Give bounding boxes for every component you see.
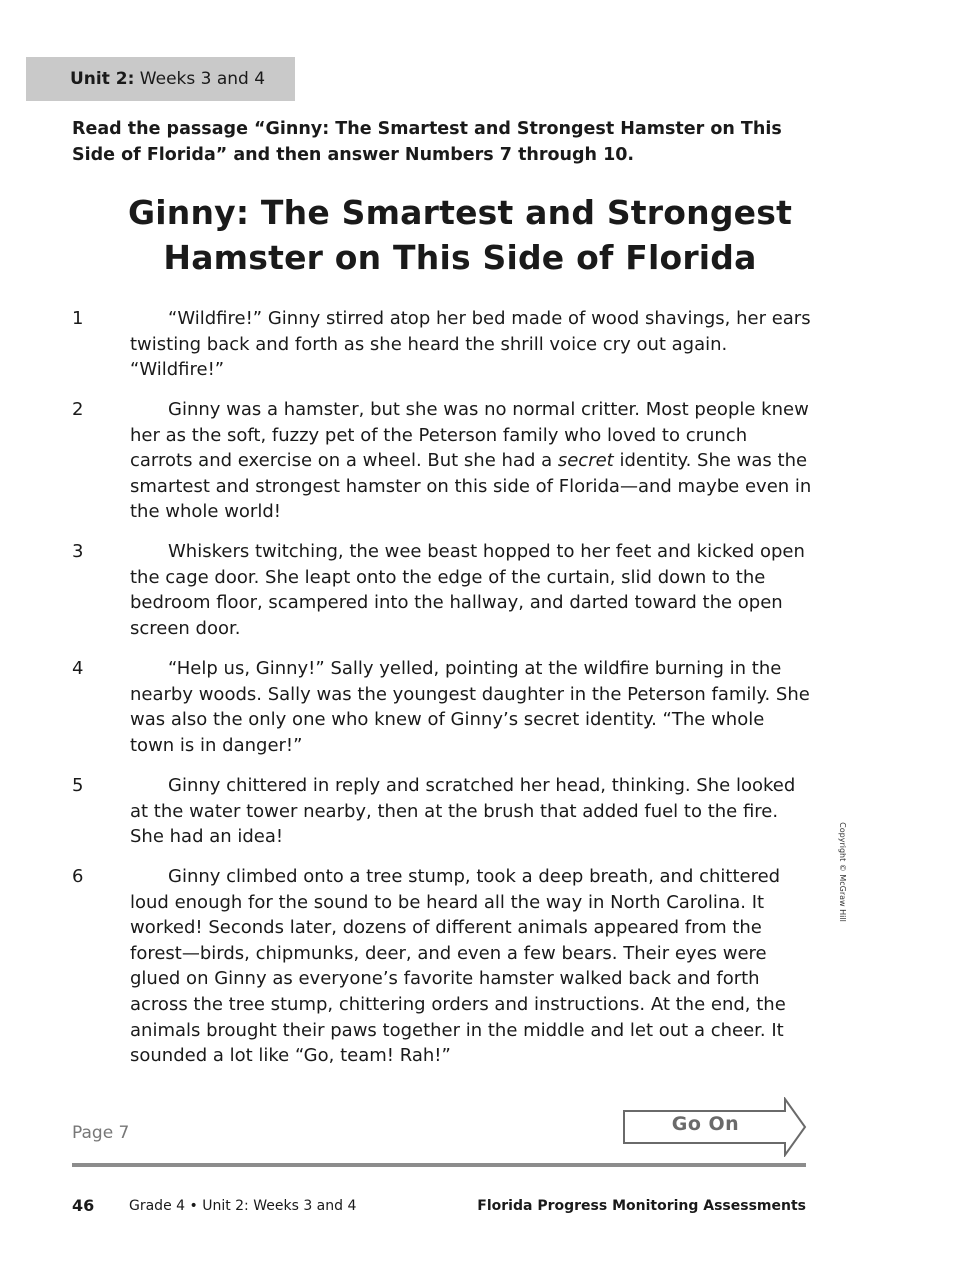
passage-title-line-1: Ginny: The Smartest and Strongest [127,193,793,232]
paragraph-6 [72,864,812,1069]
paragraph-number: 1 [72,308,84,329]
copyright-notice: Copyright © McGraw Hill [838,822,847,922]
go-on-label: Go On [671,1113,740,1135]
paragraph-text-part: Ginny was a hamster, but she was no normal critter. Most people knew her as the soft, fuzzy pet of the Peterson family who loved to crunch carrots and exercise on a wheel. But she had a [130,399,809,472]
paragraph-text: “Help us, Ginny!” Sally yelled, pointing at the wildfire burning in the nearby woods. Sally was the youngest daughter in the Peterson family. She was also the only one who knew of Ginny’s secret identity. “The whole town is in danger!” [130,658,810,756]
unit-label-bold: Unit 2: [70,69,135,89]
footer-page-number: 46 [72,1196,95,1215]
paragraph-text: “Wildfire!” Ginny stirred atop her bed made of wood shavings, her ears twisting back and forth as she heard the shrill voice cry out again. “Wildfire!” [130,308,811,381]
paragraph-number: 2 [72,399,84,420]
unit-label-rest: Weeks 3 and 4 [134,69,266,89]
go-on-button[interactable] [623,1097,807,1157]
paragraph-number: 4 [72,658,84,679]
paragraph-5 [72,773,812,850]
paragraph-number: 3 [72,541,84,562]
paragraph-text-part: identity. She was the smartest and strongest hamster on this side of Florida—and maybe even in the whole world! [130,450,812,523]
paragraph-text: Ginny climbed onto a tree stump, took a deep breath, and chittered loud enough for the sound to be heard all the way in North Carolina. It worked! Seconds later, dozens of different animals appeared from the forest—birds, chipmunks, deer, and even a few bears. Their eyes were glued on Ginny as everyone’s favorite hamster walked back and forth across the tree stump, chittering orders and instructions. At the end, the animals brought their paws together in the middle and let out a cheer. It sounded a lot like “Go, team! Rah!” [130,866,786,1067]
paragraph-text: Whiskers twitching, the wee beast hopped to her feet and kicked open the cage door. She leapt onto the edge of the curtain, slid down to the bedroom floor, scampered into the hallway, and darted toward the open screen door. [130,541,805,639]
unit-header-tab [26,57,295,101]
paragraph-number: 6 [72,866,84,887]
paragraph-1 [72,306,812,383]
paragraph-3 [72,539,812,641]
paragraph-text [130,397,812,525]
passage-title [60,190,860,280]
paragraph-number: 5 [72,775,84,796]
paragraph-4 [72,656,812,758]
passage-title-line-2: Hamster on This Side of Florida [163,238,757,277]
footer-assessment-title: Florida Progress Monitoring Assessments [477,1198,806,1214]
paragraph-text: Ginny chittered in reply and scratched her head, thinking. She looked at the water tower nearby, then at the brush that added fuel to the fire. She had an idea! [130,775,796,848]
footer-divider [72,1163,806,1167]
paragraph-2 [72,397,812,525]
italic-word: secret [557,450,614,472]
page-label: Page 7 [72,1123,130,1143]
footer-grade-info: Grade 4 • Unit 2: Weeks 3 and 4 [129,1198,357,1214]
instructions: Read the passage “Ginny: The Smartest and Strongest Hamster on This Side of Florida” and then answer Numbers 7 through 10. [72,119,782,165]
